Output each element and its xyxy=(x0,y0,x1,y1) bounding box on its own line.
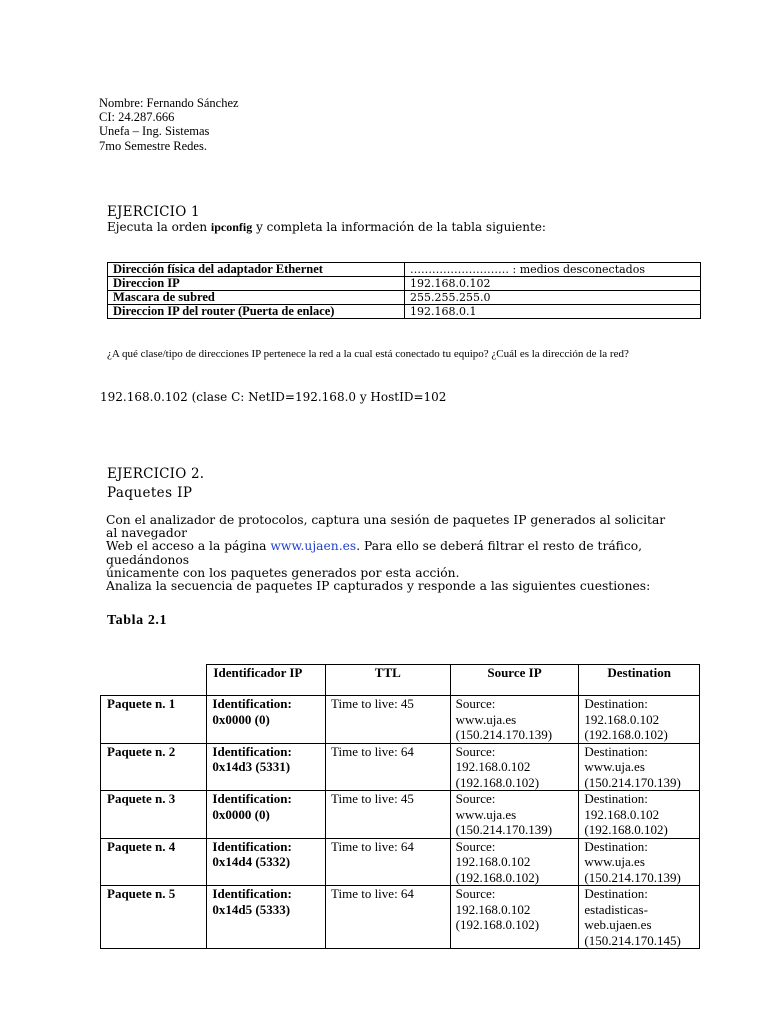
instruction-suffix: y completa la información de la tabla siguiente: xyxy=(252,220,546,234)
instruction-command: ipconfig xyxy=(210,220,253,234)
packet-id xyxy=(207,743,326,791)
instruction-line: Con el analizador de protocolos, captura una sesión de paquetes IP generados al solicitar xyxy=(106,513,666,527)
instruction-line: únicamente con los paquetes generados por esta acción. xyxy=(106,565,460,580)
instruction-line: al navegador xyxy=(106,526,188,541)
source-label: Source: xyxy=(455,886,496,901)
source-ip: (192.168.0.102) xyxy=(455,869,540,885)
source-label: Source: xyxy=(455,838,496,854)
table-row xyxy=(108,263,701,277)
destination-host: 192.168.0.102 xyxy=(584,806,660,822)
student-name: Nombre: Fernando Sánchez xyxy=(99,96,239,110)
source-ip: (150.214.170.139) xyxy=(455,727,553,742)
packet-ttl: Time to live: 64 xyxy=(325,886,450,949)
column-header-ttl: TTL xyxy=(325,665,450,696)
source-label: Source: xyxy=(455,696,496,711)
packet-destination xyxy=(579,743,700,791)
packet-id xyxy=(207,886,326,949)
destination-ip: (150.214.170.139) xyxy=(584,869,681,885)
instruction-line-prefix: Web el acceso a la página xyxy=(106,539,271,554)
table-row xyxy=(101,886,700,949)
destination-host: 192.168.0.102 xyxy=(584,711,660,727)
instruction-line: quedándonos xyxy=(106,552,190,567)
table-key: Direccion IP del router (Puerta de enlace) xyxy=(108,305,405,319)
student-semester: 7mo Semestre Redes. xyxy=(99,138,207,153)
packet-ttl: Time to live: 45 xyxy=(325,696,450,744)
packet-label: Paquete n. 2 xyxy=(101,743,207,791)
ipconfig-table xyxy=(107,262,701,319)
packet-source xyxy=(450,838,579,886)
id-value: 0x14d4 (5332) xyxy=(212,854,291,869)
destination-ip: (192.168.0.102) xyxy=(584,822,668,837)
destination-label: Destination: xyxy=(584,743,648,759)
destination-host: estadisticas- xyxy=(584,901,648,917)
ejercicio1-title: EJERCICIO 1 xyxy=(107,204,200,220)
destination-label: Destination: xyxy=(584,838,648,854)
ejercicio1-answer: 192.168.0.102 (clase C: NetID=192.168.0 y HostID=102 xyxy=(100,390,447,404)
packet-ttl: Time to live: 64 xyxy=(325,743,450,791)
packet-id xyxy=(207,791,326,839)
destination-host: www.uja.es xyxy=(584,854,645,869)
instruction-line xyxy=(106,540,666,553)
table-value: 192.168.0.102 xyxy=(405,277,701,291)
packet-ttl: Time to live: 64 xyxy=(325,838,450,886)
table-row xyxy=(108,277,701,291)
table-value: 192.168.0.1 xyxy=(405,305,701,319)
ejercicio2-subtitle: Paquetes IP xyxy=(107,485,193,501)
destination-label: Destination: xyxy=(584,886,648,901)
table-row xyxy=(108,291,701,305)
packet-source xyxy=(450,886,579,949)
table-row xyxy=(101,791,700,839)
table-value: ……………………… : medios desconectados xyxy=(405,263,701,277)
student-ci: CI: 24.287.666 xyxy=(99,110,175,125)
destination-ip: (150.214.170.145) xyxy=(584,932,681,948)
student-institution: Unefa – Ing. Sistemas xyxy=(99,124,210,139)
source-host: www.uja.es xyxy=(455,806,517,822)
id-label: Identification: xyxy=(212,696,292,711)
student-header xyxy=(99,96,239,153)
destination-ip: (192.168.0.102) xyxy=(584,727,668,742)
packet-label: Paquete n. 1 xyxy=(101,696,207,744)
destination-label: Destination: xyxy=(584,791,648,806)
packet-source xyxy=(450,743,579,791)
packet-ttl: Time to live: 45 xyxy=(325,791,450,839)
ejercicio2-title: EJERCICIO 2. xyxy=(107,466,205,482)
id-value: 0x14d3 (5331) xyxy=(212,759,291,774)
packet-destination xyxy=(579,886,700,949)
column-header-destination: Destination xyxy=(579,665,700,696)
packets-table xyxy=(100,664,700,949)
source-host: 192.168.0.102 xyxy=(455,901,531,917)
source-label: Source: xyxy=(455,791,496,806)
table-row xyxy=(108,305,701,319)
id-label: Identification: xyxy=(212,743,292,759)
header-blank xyxy=(101,665,207,696)
source-ip: (150.214.170.139) xyxy=(455,822,553,837)
destination-host: www.uja.es xyxy=(584,759,645,774)
id-label: Identification: xyxy=(212,791,292,806)
table-key: Direccion IP xyxy=(108,277,405,291)
ejercicio2-instructions xyxy=(106,514,666,593)
tabla-title: Tabla 2.1 xyxy=(107,613,168,628)
packet-label: Paquete n. 4 xyxy=(101,838,207,886)
table-key: Mascara de subred xyxy=(108,291,405,305)
table-row xyxy=(101,838,700,886)
source-host: 192.168.0.102 xyxy=(455,854,531,869)
packet-source xyxy=(450,791,579,839)
packet-label: Paquete n. 5 xyxy=(101,886,207,949)
source-ip: (192.168.0.102) xyxy=(455,917,540,932)
table-header-row xyxy=(101,665,700,696)
packet-destination xyxy=(579,838,700,886)
ujaen-link[interactable]: www.ujaen.es xyxy=(270,539,357,554)
packet-label: Paquete n. 3 xyxy=(101,791,207,839)
ejercicio1-question: ¿A qué clase/tipo de direcciones IP pertenece la red a la cual está conectado tu equipo? ¿Cuál es la dirección de la red? xyxy=(107,348,629,360)
id-value: 0x14d5 (5333) xyxy=(212,901,291,917)
source-host: 192.168.0.102 xyxy=(455,759,531,774)
id-label: Identification: xyxy=(212,886,292,901)
source-ip: (192.168.0.102) xyxy=(455,774,540,790)
instruction-line: Analiza la secuencia de paquetes IP capturados y responde a las siguientes cuestiones: xyxy=(106,579,651,594)
source-label: Source: xyxy=(455,743,496,759)
ejercicio1-instruction xyxy=(107,220,546,235)
id-value: 0x0000 (0) xyxy=(212,806,270,822)
packet-source xyxy=(450,696,579,744)
id-label: Identification: xyxy=(212,838,292,854)
destination-ip: (150.214.170.139) xyxy=(584,774,681,790)
packet-destination xyxy=(579,696,700,744)
packet-id xyxy=(207,838,326,886)
destination-label: Destination: xyxy=(584,696,648,711)
table-value: 255.255.255.0 xyxy=(405,291,701,305)
source-host: www.uja.es xyxy=(455,711,517,727)
packet-id xyxy=(207,696,326,744)
column-header-id: Identificador IP xyxy=(207,665,326,696)
packet-destination xyxy=(579,791,700,839)
column-header-source: Source IP xyxy=(450,665,579,696)
table-key: Dirección física del adaptador Ethernet xyxy=(108,263,405,277)
destination-host-2: web.ujaen.es xyxy=(584,917,652,932)
table-row xyxy=(101,743,700,791)
instruction-line-suffix: . Para ello se deberá filtrar el resto de tráfico, xyxy=(356,539,643,554)
id-value: 0x0000 (0) xyxy=(212,711,270,727)
table-row xyxy=(101,696,700,744)
instruction-prefix: Ejecuta la orden xyxy=(107,220,211,234)
